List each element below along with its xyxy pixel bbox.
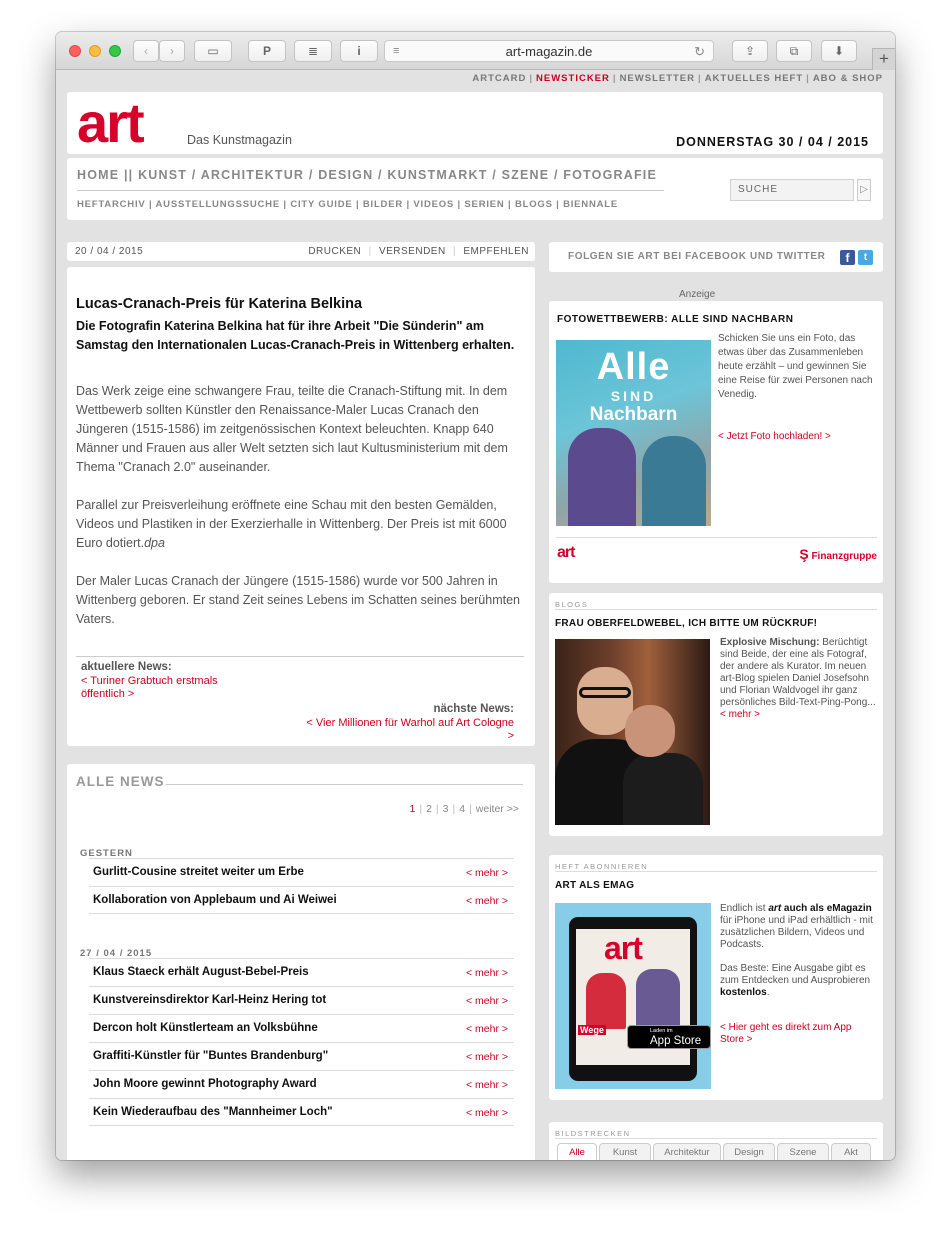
tab-szene[interactable]: Szene	[777, 1143, 829, 1160]
ad-text: Schicken Sie uns ein Foto, das etwas über das Zusammenleben heute erzählt – und gewinnen Sie eine Reise für zwei Personen nach Venedig.	[718, 333, 873, 400]
box-category: HEFT ABONNIEREN	[555, 862, 649, 871]
topnav-newsticker[interactable]: NEWSTICKER	[536, 73, 610, 84]
page-link-2[interactable]: 2	[426, 803, 432, 815]
minimize-window-button[interactable]	[89, 45, 101, 57]
article-paragraph: Parallel zur Preisverleihung eröffnete eine Schau mit den besten Gemälden, Videos und Plastiken in der Exerzierhalle in Wittenberg. Der Preis ist mit 6000 Euro dotiert.dpa	[76, 498, 507, 550]
nav-architektur[interactable]: ARCHITEKTUR	[200, 168, 305, 182]
tab-akt[interactable]: Akt	[831, 1143, 871, 1160]
subnav-bilder[interactable]: BILDER	[362, 199, 404, 210]
article-paragraph: Das Werk zeige eine schwangere Frau, teilte die Cranach-Stiftung mit. In dem Wettbewerb sollten Künstler den Renaissance-Maler Lucas Cranach den Jüngeren (1515-1586) im zeitgenössischen Kontext beleuchten. Knapp 640 Männer und Frauen aus aller Welt setzten sich laut Kultusministerium mit dem Thema "Cranach 2.0" auseinander.	[76, 384, 508, 474]
current-date: DONNERSTAG 30 / 04 / 2015	[676, 135, 869, 149]
topnav-newsletter[interactable]: NEWSLETTER	[619, 73, 696, 84]
logo-subtitle: Das Kunstmagazin	[187, 133, 292, 147]
news-group-label: GESTERN	[80, 848, 133, 859]
recommend-link[interactable]: EMPFEHLEN	[463, 246, 529, 257]
news-row[interactable]	[89, 1042, 514, 1070]
ad-title[interactable]: FOTOWETTBEWERB: ALLE SIND NACHBARN	[557, 314, 794, 325]
news-title[interactable]: Kollaboration von Applebaum und Ai Weiwei	[93, 894, 337, 906]
article-title: Lucas-Cranach-Preis für Katerina Belkina	[76, 296, 363, 312]
news-row[interactable]	[89, 986, 514, 1014]
blog-more-link[interactable]: < mehr >	[720, 709, 761, 720]
news-row[interactable]	[89, 1098, 514, 1126]
reader-list-icon[interactable]: ≡	[393, 45, 400, 57]
pinterest-button[interactable]: P	[248, 40, 286, 62]
box-divider	[555, 871, 877, 872]
blog-photo[interactable]	[555, 639, 710, 825]
prev-news-label: aktuellere News:	[81, 661, 172, 673]
social-follow-text: FOLGEN SIE ART BEI FACEBOOK UND TWITTER	[568, 251, 826, 262]
search-submit-button[interactable]: ▷	[857, 179, 871, 201]
topnav-abo-shop[interactable]: ABO & SHOP	[812, 73, 883, 84]
back-button[interactable]: ‹	[133, 40, 159, 62]
news-group-label: 27 / 04 / 2015	[80, 948, 153, 959]
gallery-box	[549, 1122, 883, 1160]
ad-image[interactable]	[556, 340, 711, 526]
box-category: BILDSTRECKEN	[555, 1129, 631, 1138]
article-source: dpa	[144, 536, 165, 550]
more-link[interactable]: < mehr >	[465, 1051, 508, 1063]
emag-image[interactable]	[555, 903, 711, 1089]
more-link[interactable]: < mehr >	[465, 995, 508, 1007]
web-page	[56, 70, 895, 1160]
url-text: art-magazin.de	[505, 44, 593, 59]
person-figure	[625, 705, 675, 757]
ad-image-word: Nachbarn	[589, 404, 678, 425]
page-link-3[interactable]: 3	[442, 803, 449, 815]
forward-button[interactable]: ›	[159, 40, 185, 62]
new-tab-button[interactable]: +	[872, 48, 895, 70]
address-bar[interactable]	[384, 40, 714, 62]
news-row[interactable]	[89, 958, 514, 986]
glasses-shape	[579, 687, 631, 698]
downloads-button[interactable]: ⬇	[821, 40, 857, 62]
reload-icon[interactable]: ↻	[694, 44, 705, 59]
prev-news-link[interactable]: < Turiner Grabtuch erstmals öffentlich >	[81, 675, 218, 700]
facebook-icon[interactable]: f	[840, 250, 855, 265]
nav-fotografie[interactable]: FOTOGRAFIE	[563, 168, 658, 182]
more-link[interactable]: < mehr >	[465, 895, 508, 907]
ad-divider	[556, 537, 877, 538]
nav-design[interactable]: DESIGN	[318, 168, 374, 182]
blog-text: Explosive Mischung: Berüchtigt sind Beide, der eine als Fotograf, der andere als Kurator. Im neuen art-Blog spielen Daniel Josefsohn und Florian Waldvogel ihr ganz persönliches Bild-Text-Ping-Pong... < mehr >	[720, 637, 876, 720]
more-link[interactable]: < mehr >	[465, 867, 508, 879]
art-logo[interactable]: art	[77, 91, 143, 154]
sparkasse-logo: Ş Finanzgruppe	[799, 546, 877, 562]
page-link-4[interactable]: 4	[459, 803, 466, 815]
next-news-link[interactable]: < Vier Millionen für Warhol auf Art Cologne >	[306, 717, 514, 742]
news-title[interactable]: Klaus Staeck erhält August-Bebel-Preis	[93, 966, 309, 978]
news-row[interactable]	[89, 858, 514, 886]
news-title[interactable]: Graffiti-Künstler für "Buntes Brandenburg"	[93, 1050, 329, 1062]
subnav-biennale[interactable]: BIENNALE	[563, 199, 619, 210]
nav-home[interactable]: HOME	[77, 168, 120, 182]
nav-szene[interactable]: SZENE	[501, 168, 550, 182]
news-title[interactable]: Dercon holt Künstlerteam an Volksbühne	[93, 1022, 318, 1034]
subnav-blogs[interactable]: BLOGS	[514, 199, 553, 210]
show-tabs-button[interactable]: ⧉	[776, 40, 812, 62]
subnav-serien[interactable]: SERIEN	[464, 199, 505, 210]
page-link-1[interactable]: 1	[409, 803, 416, 815]
next-page-link[interactable]: weiter >>	[475, 803, 519, 815]
news-row[interactable]	[89, 1014, 514, 1042]
more-link[interactable]: < mehr >	[465, 1107, 508, 1119]
topnav-current-issue[interactable]: AKTUELLES HEFT	[704, 73, 804, 84]
top-navigation: ARTCARD | NEWSTICKER | NEWSLETTER | AKTUELLES HEFT | ABO & SHOP	[472, 73, 883, 84]
app-store-link[interactable]: < Hier geht es direkt zum App Store >	[720, 1022, 852, 1045]
twitter-icon[interactable]: t	[858, 250, 873, 265]
app-store-badge[interactable]: Laden im App Store	[627, 1025, 711, 1049]
news-pager: 1 | 2 | 3 | 4 | weiter >>	[409, 803, 519, 815]
zoom-window-button[interactable]	[109, 45, 121, 57]
news-row[interactable]	[89, 886, 514, 914]
print-link[interactable]: DRUCKEN	[308, 246, 362, 257]
cover-figure	[586, 973, 626, 1029]
news-title[interactable]: John Moore gewinnt Photography Award	[93, 1078, 317, 1090]
blog-teaser	[549, 593, 883, 836]
news-row[interactable]	[89, 1070, 514, 1098]
sparkasse-icon: Ş	[799, 546, 809, 562]
article-meta-bar	[67, 242, 535, 261]
emag-teaser	[549, 855, 883, 1100]
nav-divider	[77, 190, 664, 191]
person-figure	[623, 753, 703, 825]
news-title[interactable]: Kein Wiederaufbau des "Mannheimer Loch"	[93, 1106, 333, 1118]
section-divider	[166, 784, 523, 785]
cover-logo: art	[604, 930, 642, 966]
social-follow-box	[549, 242, 883, 272]
cover-figure	[636, 969, 680, 1031]
article-paragraph: Der Maler Lucas Cranach der Jüngere (1515-1586) wurde vor 500 Jahren in Wittenberg geboren. Er stand Zeit seines Lebens im Schatten seines berühmten Vaters.	[76, 574, 521, 626]
ad-image-word: Alle	[596, 346, 671, 388]
article-date: 20 / 04 / 2015	[75, 246, 144, 257]
search-input[interactable]: SUCHE	[730, 179, 854, 201]
secondary-nav: HEFTARCHIV | AUSSTELLUNGSSUCHE | CITY GUIDE | BILDER | VIDEOS | SERIEN | BLOGS | BIENNALE	[77, 199, 619, 210]
subnav-city-guide[interactable]: CITY GUIDE	[290, 199, 353, 210]
article	[67, 267, 535, 746]
all-news-section	[67, 764, 535, 1160]
nav-kunstmarkt[interactable]: KUNSTMARKT	[387, 168, 488, 182]
ad-upload-link[interactable]: < Jetzt Foto hochladen! >	[718, 431, 831, 442]
article-pagination-divider	[76, 656, 524, 657]
advertisement	[549, 301, 883, 583]
nav-kunst[interactable]: KUNST	[138, 168, 188, 182]
emag-title[interactable]: ART ALS EMAG	[555, 880, 635, 891]
section-title: ALLE NEWS	[76, 774, 165, 789]
more-link[interactable]: < mehr >	[465, 1023, 508, 1035]
subnav-ausstellungssuche[interactable]: AUSSTELLUNGSSUCHE	[155, 199, 280, 210]
more-link[interactable]: < mehr >	[465, 1079, 508, 1091]
browser-toolbar	[56, 32, 895, 70]
subnav-heftarchiv[interactable]: HEFTARCHIV	[77, 199, 146, 210]
site-header	[67, 92, 883, 154]
tab-architektur[interactable]: Architektur	[653, 1143, 721, 1160]
subnav-videos[interactable]: VIDEOS	[413, 199, 455, 210]
cover-tag: Wege	[580, 1025, 604, 1035]
tab-kunst[interactable]: Kunst	[599, 1143, 651, 1160]
ad-image-word: SIND	[610, 388, 657, 404]
person-figure	[642, 436, 706, 526]
more-link[interactable]: < mehr >	[465, 967, 508, 979]
reader-extension-button[interactable]: ≣	[294, 40, 332, 62]
send-link[interactable]: VERSENDEN	[378, 246, 446, 257]
article-tools: DRUCKEN | VERSENDEN | EMPFEHLEN	[308, 246, 529, 257]
tab-alle[interactable]: Alle	[557, 1143, 597, 1160]
browser-window	[56, 32, 895, 1160]
close-window-button[interactable]	[69, 45, 81, 57]
topnav-artcard[interactable]: ARTCARD	[472, 73, 527, 84]
next-news-label: nächste News:	[433, 703, 514, 715]
tab-design[interactable]: Design	[723, 1143, 775, 1160]
news-title[interactable]: Kunstvereinsdirektor Karl-Heinz Hering tot	[93, 994, 327, 1006]
info-button[interactable]: i	[340, 40, 378, 62]
sidebar-button[interactable]: ▭	[194, 40, 232, 62]
box-category: BLOGS	[555, 600, 589, 609]
article-lead: Die Fotografin Katerina Belkina hat für ihre Arbeit "Die Sünderin" am Samstag den Internationalen Lucas-Cranach-Preis in Wittenberg erhalten.	[76, 319, 515, 352]
primary-nav: HOME || KUNST / ARCHITEKTUR / DESIGN / KUNSTMARKT / SZENE / FOTOGRAFIE	[77, 168, 658, 182]
ad-label: Anzeige	[679, 289, 716, 300]
art-logo-small: art	[557, 544, 575, 561]
share-button[interactable]: ⇪	[732, 40, 768, 62]
box-divider	[555, 609, 877, 610]
box-divider	[555, 1138, 877, 1139]
person-figure	[568, 428, 636, 526]
blog-title[interactable]: FRAU OBERFELDWEBEL, ICH BITTE UM RÜCKRUF!	[555, 618, 818, 629]
main-navigation	[67, 158, 883, 220]
emag-text: Endlich ist art auch als eMagazin für iPhone und iPad erhältlich - mit zusätzlichen Bildern, Videos und Podcasts. Das Beste: Eine Ausgabe gibt es zum Entdecken und Ausprobieren kostenlos.	[720, 903, 873, 998]
news-title[interactable]: Gurlitt-Cousine streitet weiter um Erbe	[93, 866, 304, 878]
